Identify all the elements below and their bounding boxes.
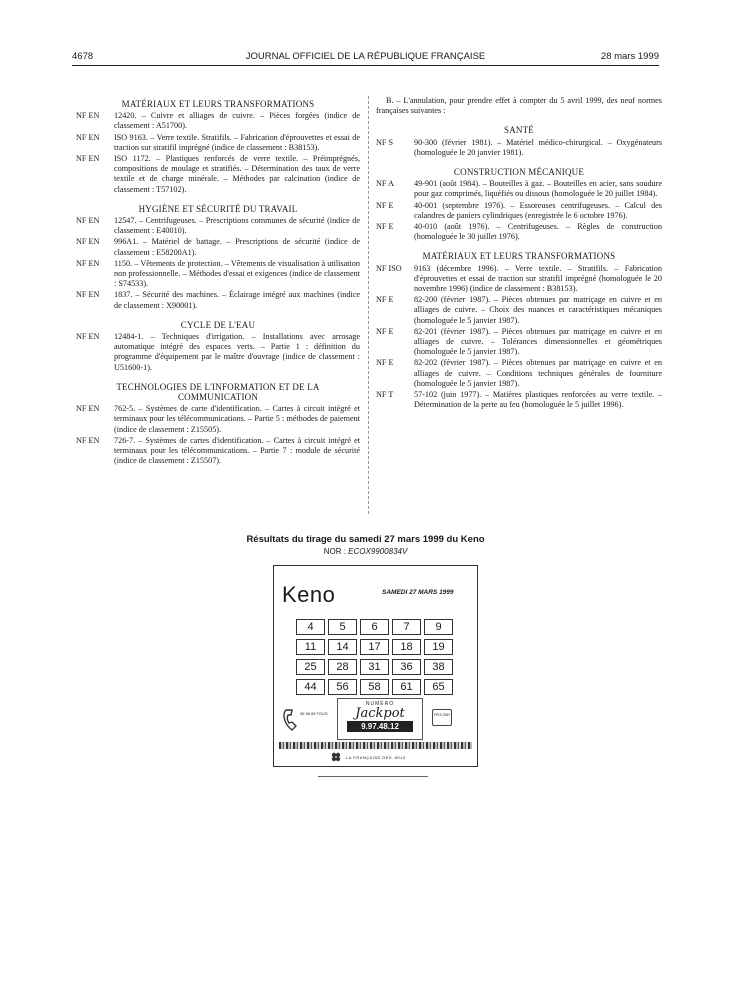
norm-code: NF E: [376, 200, 394, 210]
jackpot-amount: 9.97.48.12: [347, 721, 413, 732]
norm-entry: [376, 358, 662, 389]
norm-entry: [76, 404, 360, 435]
norm-entry: [76, 133, 360, 153]
norm-code: NF EN: [76, 290, 100, 300]
section-heading: HYGIÈNE ET SÉCURITÉ DU TRAVAIL: [138, 203, 298, 214]
jackpot-panel: [337, 698, 423, 740]
norm-code: NF E: [376, 326, 394, 336]
norm-text: 40-001 (septembre 1976). – Essoreuses centrifugeuses. – Calcul des calandres de paniers cylindriques (enregistrée le 6 octobre 1976).: [414, 200, 662, 220]
keno-number: 56: [328, 679, 357, 695]
norm-code: NF EN: [76, 435, 100, 445]
norm-text: 762-5. – Systèmes de carte d'identification. – Cartes à circuit intégré et terminaux pour les télécommunications. – Partie 5 : méthodes de paiement (indice de classement : Z15505).: [114, 404, 360, 434]
norm-entry: [376, 179, 662, 199]
norm-entry: [76, 332, 360, 373]
keno-number: 9: [424, 619, 453, 635]
norm-code: NF ISO: [376, 263, 402, 273]
norm-code: NF E: [376, 295, 394, 305]
keno-bottom-rule: [318, 776, 428, 777]
norm-entry: [376, 390, 662, 410]
norm-entry: [376, 327, 662, 358]
norm-code: NF EN: [76, 154, 100, 164]
norm-entry: [76, 290, 360, 310]
norm-code: NF EN: [76, 111, 100, 121]
norm-text: 9163 (décembre 1996). – Verre textile. – Stratifils. – Fabrication d'éprouvettes et essai de traction sur stratifil imprégné (homologuée le 20 novembre 1996) (indice de classement : B38153).: [414, 263, 662, 294]
norm-code: NF E: [376, 222, 394, 232]
norm-entry: [376, 264, 662, 295]
norm-entry: [376, 222, 662, 242]
keno-nor: [0, 547, 731, 556]
keno-number: 19: [424, 639, 453, 655]
right-column: [376, 96, 662, 411]
section-heading: MATÉRIAUX ET LEURS TRANSFORMATIONS: [121, 99, 315, 109]
keno-number: 36: [392, 659, 421, 675]
keno-number: 7: [392, 619, 421, 635]
clover-logo-icon: [330, 752, 342, 762]
norm-entry: [376, 295, 662, 326]
norm-code: NF A: [376, 179, 394, 189]
keno-logo: Keno: [282, 582, 336, 607]
section-heading: TECHNOLOGIES DE L'INFORMATION ET DE LA COMMUNICATION: [116, 381, 320, 403]
norm-entry: [76, 111, 360, 131]
jackpot-word: Jackpot: [355, 706, 405, 721]
norm-entry: [76, 259, 360, 290]
norm-entry: [76, 154, 360, 195]
keno-ticket: [273, 565, 478, 767]
norm-code: NF S: [376, 137, 394, 147]
section-heading: CONSTRUCTION MÉCANIQUE: [453, 167, 585, 178]
nor-label: NOR :: [323, 547, 346, 556]
norm-text: 12547. – Centrifugeuses. – Prescriptions communes de sécurité (indice de classement : E40010).: [114, 216, 360, 236]
norm-text: 1837. – Sécurité des machines. – Éclairage intégré aux machines (indice de classement : X90001).: [114, 290, 360, 310]
keno-number: 14: [328, 639, 357, 655]
norm-entry: [376, 138, 662, 158]
header-rule: [72, 65, 659, 66]
keno-number: 11: [296, 639, 325, 655]
keno-ticket-date: SAMEDI 27 MARS 1999: [382, 589, 454, 596]
fdj-brand-text: LA FRANÇAISE DES JEUX: [346, 755, 406, 760]
keno-number: 17: [360, 639, 389, 655]
norm-text: 40-010 (août 1976). – Centrifugeuses. – Règles de construction (homologuée le 30 juillet 1976).: [414, 222, 662, 242]
keno-number: 44: [296, 679, 325, 695]
right-sections: [376, 125, 662, 410]
keno-number: 25: [296, 659, 325, 675]
norm-code: NF EN: [76, 258, 100, 268]
section-heading: SANTÉ: [504, 125, 534, 136]
norm-code: NF T: [376, 390, 394, 400]
keno-number: 18: [392, 639, 421, 655]
phone-number-text: 36 36 65 TOUS: [300, 711, 328, 716]
journal-title: JOURNAL OFFICIEL DE LA RÉPUBLIQUE FRANÇAISE: [245, 51, 486, 62]
norm-code: NF E: [376, 358, 394, 368]
norm-text: 82-201 (février 1987). – Pièces obtenues par matriçage en cuivre et en alliages de cuivre. – Tolérances dimensionnelles et géométriques (homologuée le 5 janvier 1987).: [414, 326, 662, 357]
norm-entry: [376, 201, 662, 221]
page-number: 4678: [72, 51, 94, 62]
keno-number: 58: [360, 679, 389, 695]
column-separator: [368, 96, 369, 514]
norm-entry: [76, 237, 360, 257]
norm-text: 12420. – Cuivre et alliages de cuivre. – Pièces forgées (indice de classement : A51700).: [114, 111, 360, 131]
keno-number: 61: [392, 679, 421, 695]
annulation-intro: B. – L'annulation, pour prendre effet à compter du 5 avril 1999, des neuf normes françaises suivantes :: [376, 96, 662, 116]
decorative-strip: [279, 742, 472, 749]
telephone-icon: [280, 704, 310, 734]
keno-number: 4: [296, 619, 325, 635]
keno-number-grid: [296, 619, 452, 695]
norm-code: NF EN: [76, 216, 100, 226]
norm-code: NF EN: [76, 404, 100, 414]
norm-entry: [76, 436, 360, 467]
jackpot-label: NUMÉRO: [365, 701, 395, 707]
keno-number: 5: [328, 619, 357, 635]
norm-text: 726-7. – Systèmes de cartes d'identification. – Cartes à circuit intégré et terminaux pour les télécommunications. – Partie 7 : module de sécurité (indice de classement : Z15507).: [114, 435, 360, 466]
television-icon: FR3 20H: [432, 709, 452, 726]
norm-text: 90-300 (février 1981). – Matériel médico-chirurgical. – Oxygénateurs (homologuée le 20 janvier 1981).: [414, 137, 662, 157]
norm-text: ISO 1172. – Plastiques renforcés de verre textile. – Préimprégnés, compositions de moulage et stratifiés. – Détermination des taux de verre textile et de charge minérale. – Méthodes par calcination (indice de classement : T57102).: [114, 154, 360, 194]
norm-code: NF EN: [76, 332, 100, 342]
norm-code: NF EN: [76, 237, 100, 247]
keno-number: 38: [424, 659, 453, 675]
norm-entry: [76, 216, 360, 236]
norm-text: ISO 9163. – Verre textile. Stratifils. – Fabrication d'éprouvettes et essai de traction sur stratifil imprégné (indice de classement : B38153).: [114, 132, 360, 152]
keno-number: 28: [328, 659, 357, 675]
keno-number: 65: [424, 679, 453, 695]
norm-text: 82-202 (février 1987). – Pièces obtenues par matriçage en cuivre et en alliages de cuivre. – Conditions techniques générales de fourniture (homologuée le 5 janvier 1987).: [414, 358, 662, 388]
keno-results-title: Résultats du tirage du samedi 27 mars 1999 du Keno: [246, 534, 485, 545]
keno-number: 6: [360, 619, 389, 635]
section-heading: CYCLE DE L'EAU: [180, 319, 256, 330]
left-column: [76, 96, 360, 468]
section-heading: MATÉRIAUX ET LEURS TRANSFORMATIONS: [422, 251, 616, 262]
norm-text: 49-901 (août 1984). – Bouteilles à gaz. – Bouteilles en acier, sans soudure pour gaz comprimés, liquéfiés ou dissous (homologuée le 20 juillet 1984).: [414, 179, 662, 199]
norm-text: 82-200 (février 1987). – Pièces obtenues par matriçage en cuivre et en alliages de cuivre. – Choix des nuances et caractéristiques mécaniques (homologuée le 5 janvier 1987).: [414, 295, 662, 325]
norm-code: NF EN: [76, 132, 100, 142]
nor-value: ECOX9900834V: [348, 547, 408, 556]
keno-number: 31: [360, 659, 389, 675]
norm-text: 57-102 (juin 1977). – Matières plastiques renforcées au verre textile. – Détermination de la perte au feu (homologuée le 5 juillet 1996).: [414, 390, 662, 410]
issue-date: 28 mars 1999: [600, 51, 659, 62]
norm-text: 12484-1. – Techniques d'irrigation. – Installations avec arrosage automatique intégré des espaces verts. – Partie 1 : définition du programme d'équipement par le maître d'ouvrage (indice de classement : U51600-1).: [114, 332, 360, 372]
norm-text: 996A1. – Matériel de battage. – Prescriptions de sécurité (indice de classement : E58200A1).: [114, 237, 360, 257]
norm-text: 1150. – Vêtements de protection. – Vêtements de visualisation à utilisation non professionnelle. – Méthodes d'essai et exigences (indice de classement : S74533).: [114, 258, 360, 289]
